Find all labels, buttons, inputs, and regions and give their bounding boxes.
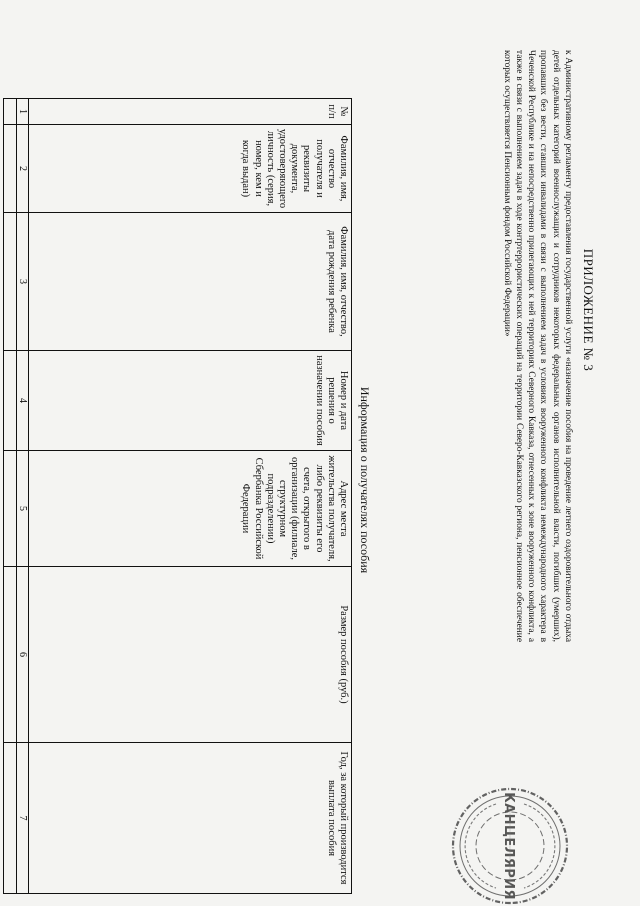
stamp-center-label: КАНЦЕЛЯРИЯ (501, 792, 516, 900)
office-stamp (450, 786, 570, 906)
recipients-table (3, 98, 352, 894)
column-header-address: Адрес места жительства получателя, либо реквизиты его счета, открытого в организации (филиале, структурном подразделении) Сбербанка Российской Федерации (29, 451, 352, 567)
table-cell (4, 451, 17, 567)
table-cell (4, 99, 17, 125)
column-number-cell: 3 (17, 213, 29, 351)
column-number-cell: 5 (17, 451, 29, 567)
column-header-recipient: Фамилия, имя, отчество получателя и реквизиты документа, удостоверяющего личность (серия, номер, кем и когда выдан) (29, 125, 352, 213)
column-header-child: Фамилия, имя, отчество, дата рождения ребенка (29, 213, 352, 351)
column-header-decision: Номер и дата решения о назначении пособия (29, 351, 352, 451)
table-cell (4, 213, 17, 351)
table-header-row (29, 99, 352, 894)
appendix-title: ПРИЛОЖЕНИЕ № 3 (581, 248, 596, 372)
column-header-amount: Размер пособия (руб.) (29, 567, 352, 743)
column-number-cell: 4 (17, 351, 29, 451)
appendix-reference-text: к Административному регламенту предоставления государственной услуги «назначение пособия на проведение летнего оздоровительного отдыха детей отдельных категорий военнослужащих и сотрудников некоторых федеральных органов исполнительной власти, погибших (умерших), пропавших без вести, ставших инвалидами в связи с выполнением задач в условиях вооруженного конфликта немеждународного характера в Чеченской Республике и на непосредственно прилегающих к ней территориях Северного Кавказа, отнесенных к зоне вооруженного конфликта, а также в связи с выполнением задач в ходе контртеррористических операций на территории Северо-Кавказского региона, пенсионное обеспечение которых осуществляется Пенсионным фондом Российской Федерации» (501, 50, 573, 642)
column-number-cell: 1 (17, 99, 29, 125)
column-number-row (17, 99, 29, 894)
column-number-cell: 6 (17, 567, 29, 743)
column-number-cell: 2 (17, 125, 29, 213)
table-cell (4, 125, 17, 213)
table-cell (4, 351, 17, 451)
table-title: Информация о получателях пособия (358, 386, 372, 574)
table-cell (4, 743, 17, 894)
column-header-number: № п/п (29, 99, 352, 125)
table-cell (4, 567, 17, 743)
column-header-year: Год, за который производится выплата пособия (29, 743, 352, 894)
column-number-cell: 7 (17, 743, 29, 894)
table-row (4, 99, 17, 894)
